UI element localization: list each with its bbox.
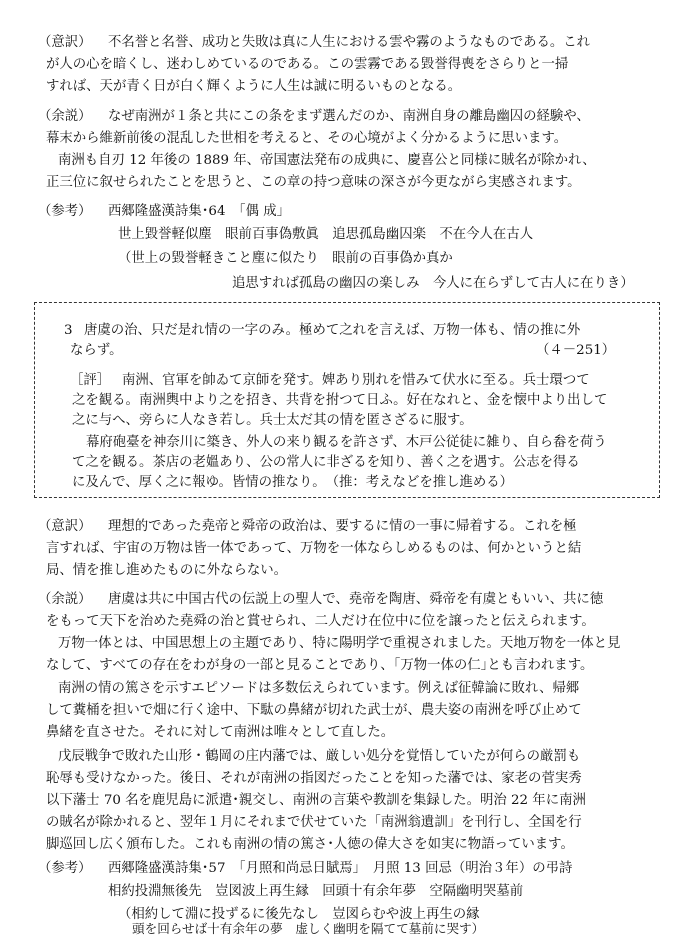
poem-text: 相約投淵無後先 豈図波上再生縁 回頭十有余年夢 空隔幽明哭墓前	[108, 884, 524, 899]
text-line: 唐虞は共に中国古代の伝説上の聖人で、堯帝を陶唐、舜帝を有虞ともいい、共に徳	[108, 592, 604, 607]
text-line: 戊辰戦争で敗れた山形・鶴岡の庄内藩では、厳しい処分を覚悟していたが何らの厳罰も	[58, 749, 581, 764]
text-line: 南洲の情の篤さを示すエピソードは多数伝えられています。例えば征韓論に敗れ、帰郷	[58, 681, 580, 696]
text-line: 鼻緒を直させた。それに対して南洲は唯々として直した。	[46, 725, 395, 740]
section-label: （余説）	[38, 109, 92, 124]
text-line: 言すれば、宇宙の万物は皆一体であって、万物を一体ならしめるものは、何かというと結	[46, 541, 582, 556]
section-label: （余説）	[38, 592, 92, 607]
commentary-line: て之を観る。茶店の老媼あり、公の常人に非ざるを知り、善く之を遇す。公志を得る	[72, 455, 580, 470]
article-number: 3	[64, 323, 73, 338]
source-title: 西郷隆盛漢詩集･64 「偶 成」	[108, 204, 290, 219]
text-line: 正三位に叙せられたことを思うと、この章の持つ意味の深さが今更ながら実感されます。	[46, 175, 581, 190]
commentary-line: 南洲、官軍を帥ゐて京師を発す。婢あり別れを惜みて伏水に至る。兵士環つて	[122, 373, 590, 388]
article-text: 唐虞の治、只だ是れ情の一字のみ。極めて之れを言えば、万物一体も、情の推に外	[84, 323, 581, 338]
section-label: （意訳）	[38, 35, 92, 50]
source-title: 西郷隆盛漢詩集･57 「月照和尚忌日賦焉」 月照 13 回忌（明治３年）の弔詩	[108, 861, 573, 876]
text-line: なして、すべての存在をわが身の一部と見ることであり、｢万物一体の仁｣とも言われます。	[46, 658, 594, 673]
poem-reading: （世上の毀誉軽きこと塵に似たり 眼前の百事偽か真か	[118, 251, 453, 266]
section-label: （意訳）	[38, 519, 92, 534]
commentary-label: ［評］	[70, 373, 111, 388]
commentary-line: に及んで、厚く之に報ゆ。皆情の推なり。 （推：考えなどを推し進める）	[72, 475, 514, 490]
text-line: 局、情を推し進めたものに外ならない。	[46, 563, 288, 578]
text-line: 幕末から維新前後の混乱した世相を考えると、その心境がよく分かるように思います。	[46, 131, 568, 146]
commentary-line: 幕府砲臺を神奈川に築き、外人の来り観るを許さず、木戸公従徒に雑り、自ら畚を荷う	[86, 435, 607, 450]
text-line: 理想的であった堯帝と舜帝の政治は、要するに情の一事に帰着する。これを極	[108, 519, 577, 534]
text-line: 不名誉と名誉、成功と失敗は真に人生における雲や霧のようなものである。これ	[108, 35, 591, 50]
section-label: （参考）	[38, 861, 92, 876]
article-reference: （４－251）	[536, 343, 616, 358]
text-line: 万物一体とは、中国思想上の主題であり、特に陽明学で重視されました。天地万物を一体と見	[58, 636, 621, 651]
text-line: 恥辱も受けなかった。後日、それが南洲の指図だったことを知った藩では、家老の菅実秀	[46, 771, 582, 786]
section-label: （参考）	[38, 204, 92, 219]
poem-reading: （相約して淵に投ずるに後先なし 豈図らむや波上再生の縁	[118, 907, 480, 922]
text-line: 以下藩士 70 名を鹿児島に派遣･親交し、南洲の言葉や教訓を集録した。明治 22 年に南洲	[46, 793, 586, 808]
text-line: 脚巡回し広く頒布した。これも南洲の情の篤さ･人徳の偉大さを如実に物語っています。	[46, 837, 574, 852]
text-line: して糞桶を担いで畑に行く途中、下駄の鼻緒が切れた武士が、農夫姿の南洲を呼び止めて	[46, 703, 582, 718]
text-line: 南洲も自刃 12 年後の 1889 年、帝国憲法発布の成典に、慶喜公と同様に賊名が除かれ、	[58, 153, 596, 168]
text-line: の賊名が除かれると、翌年１月にそれまで伏せていた「南洲翁遺訓」を刊行し、全国を行	[46, 815, 582, 830]
poem-reading: 頭を回らせば十有余年の夢 虚しく幽明を隔てて墓前に哭す）	[132, 921, 485, 936]
poem-text: 世上毀誉軽似塵 眼前百事偽敷眞 追思孤島幽囚楽 不在今人在古人	[118, 227, 534, 242]
text-line: なぜ南洲が１条と共にこの条をまず選んだのか、南洲自身の離島幽囚の経験や、	[108, 109, 590, 124]
text-line: すれば、天が青く日が白く輝くように人生は誠に明るいものとなる。	[46, 79, 462, 94]
text-line: をもって天下を治めた堯舜の治と賞せられ、二人だけ在位中に位を譲ったと伝えられます。	[46, 614, 595, 629]
text-line: が人の心を暗くし、迷わしめているのである。この雲霧である毀誉得喪をさらりと一掃	[46, 57, 569, 72]
article-text: ならず。	[70, 343, 123, 358]
poem-reading: 追思すれば孤島の幽囚の楽しみ 今人に在らずして古人に在りき）	[232, 276, 634, 291]
commentary-line: 之に与へ、旁らに人なき若し。兵士太だ其の情を匿さざるに服す。	[72, 413, 473, 428]
commentary-line: 之を観る。南洲輿中より之を招き、共背を拊つて日ふ。好在なれと、金を懐中より出して	[72, 393, 608, 408]
